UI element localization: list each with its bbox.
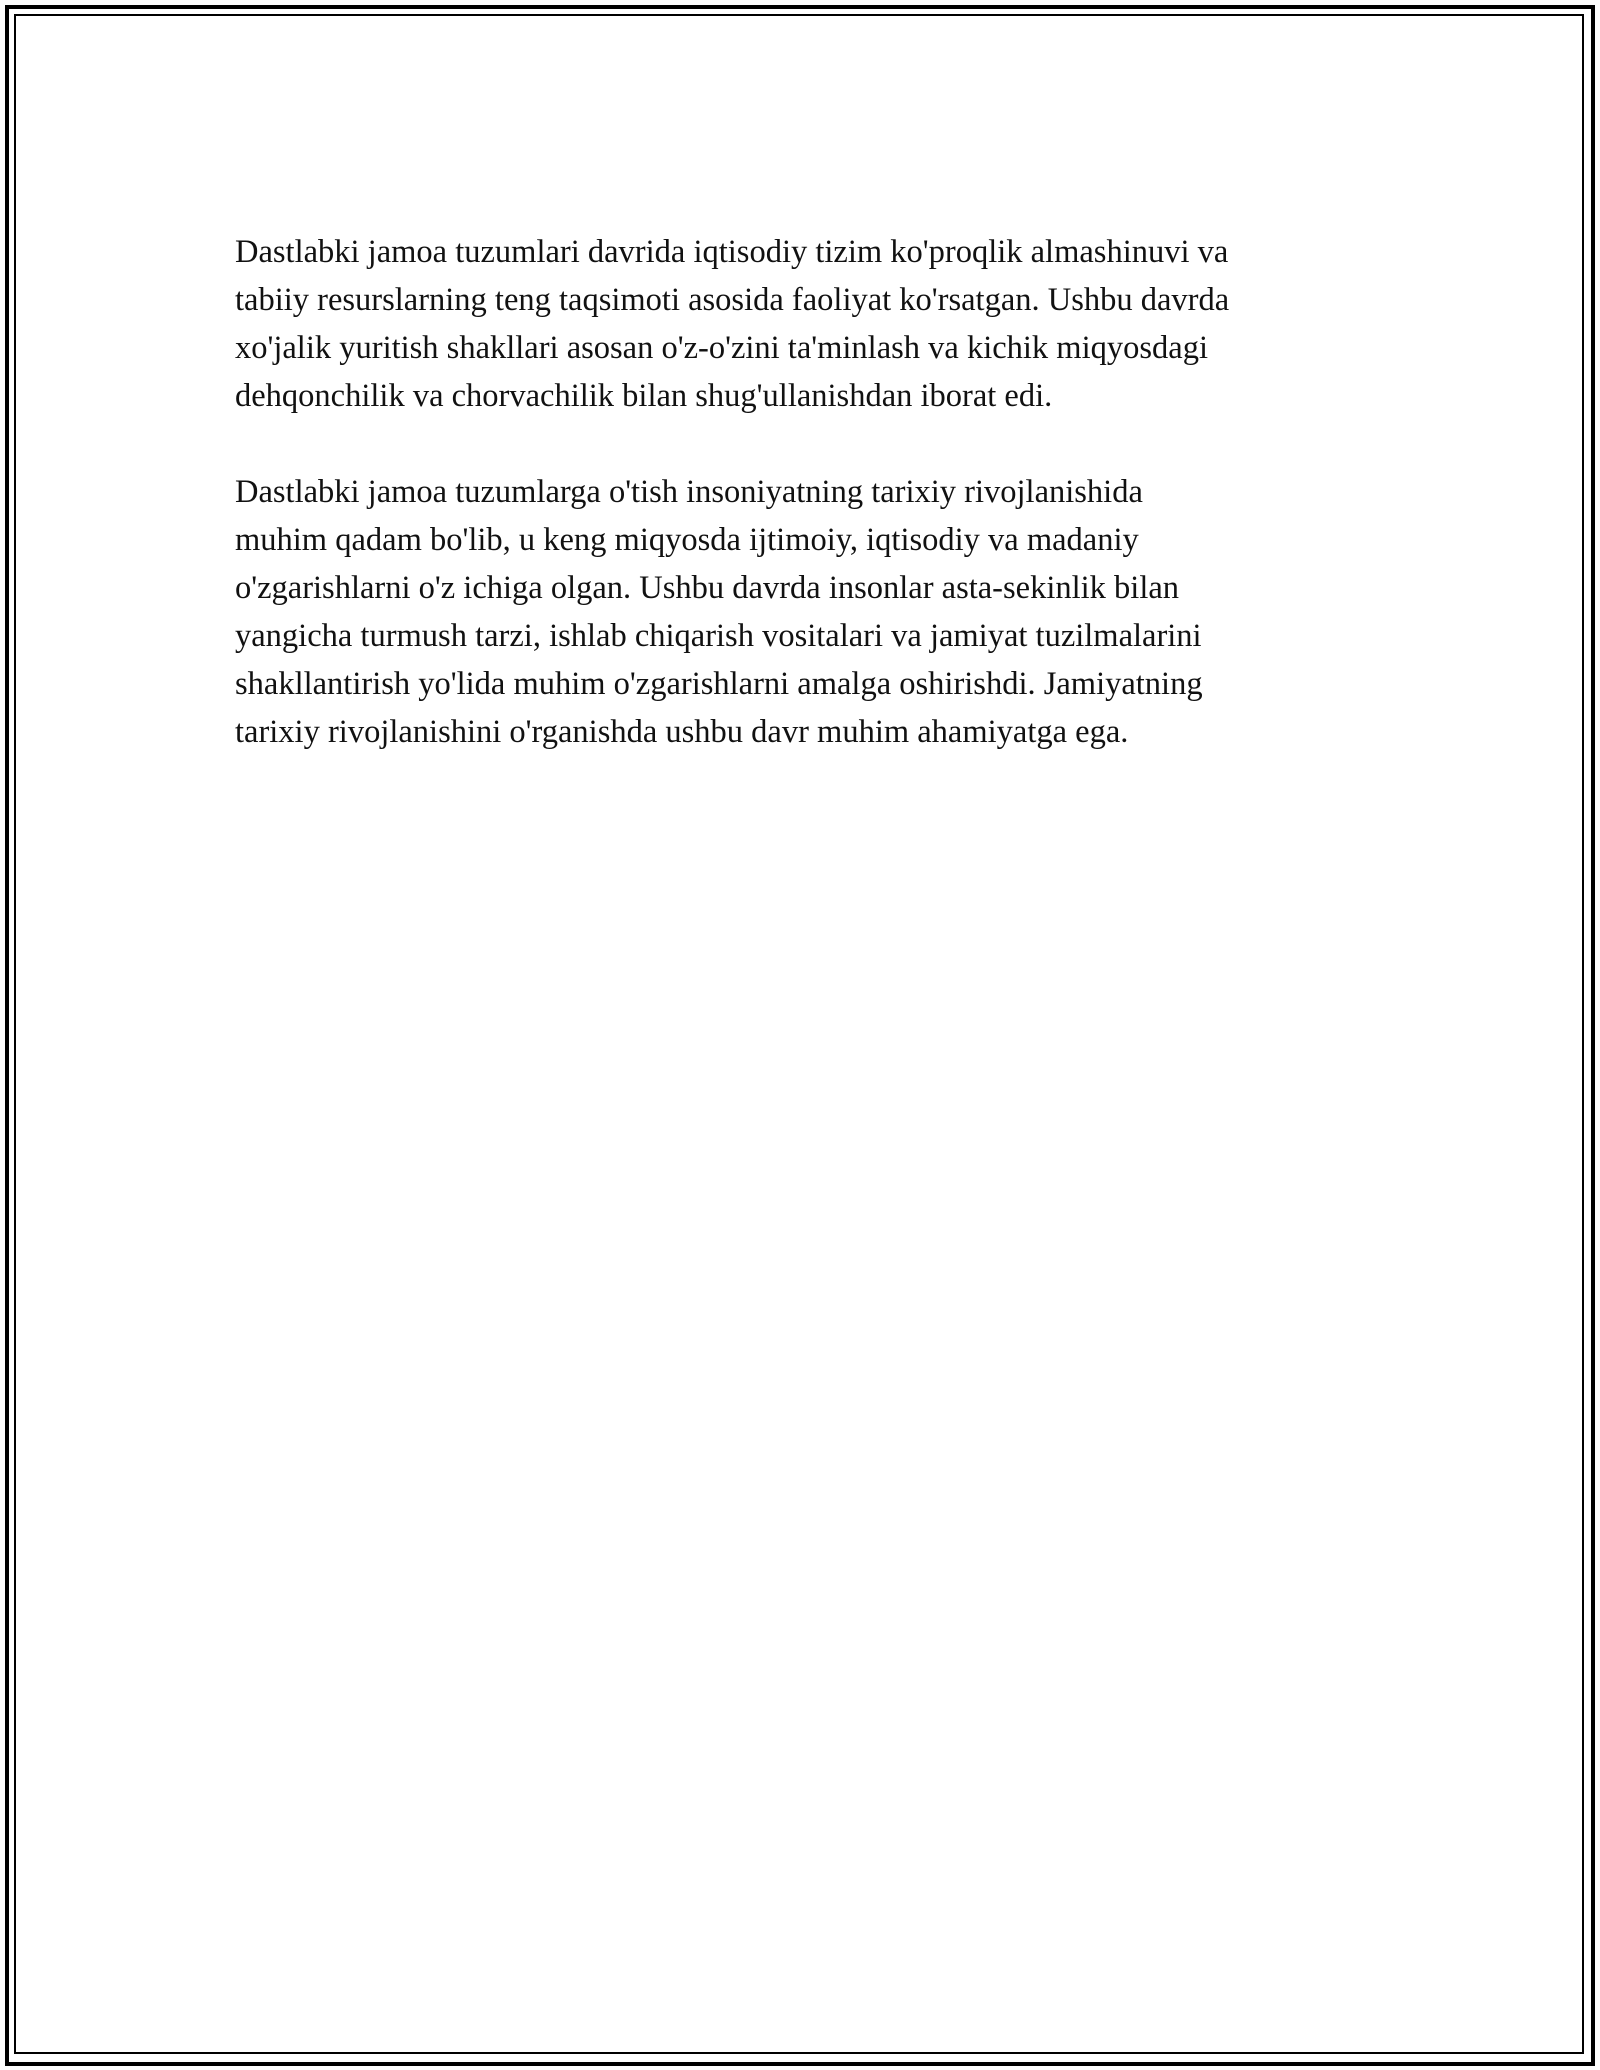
text-line: Dastlabki jamoa tuzumlarga o'tish insoniyatning tarixiy rivojlanishida <box>235 474 1143 510</box>
text-line: o'zgarishlarni o'z ichiga olgan. Ushbu davrda insonlar asta-sekinlik bilan <box>235 570 1180 606</box>
text-line: dehqonchilik va chorvachilik bilan shug'ullanishdan iborat edi. <box>235 378 1053 414</box>
text-line: xo'jalik yuritish shakllari asosan o'z-o'zini ta'minlash va kichik miqyosdagi <box>235 330 1208 366</box>
document-body <box>235 228 1365 756</box>
text-line: tabiiy resurslarning teng taqsimoti asosida faoliyat ko'rsatgan. Ushbu davrda <box>235 282 1230 318</box>
text-line: tarixiy rivojlanishini o'rganishda ushbu davr muhim ahamiyatga ega. <box>235 714 1129 750</box>
text-line: shakllantirish yo'lida muhim o'zgarishlarni amalga oshirishdi. Jamiyatning <box>235 666 1203 702</box>
text-line: yangicha turmush tarzi, ishlab chiqarish vositalari va jamiyat tuzilmalarini <box>235 618 1202 654</box>
paragraph-2 <box>235 468 1365 756</box>
text-line: muhim qadam bo'lib, u keng miqyosda ijtimoiy, iqtisodiy va madaniy <box>235 522 1139 558</box>
text-line: Dastlabki jamoa tuzumlari davrida iqtisodiy tizim ko'proqlik almashinuvi va <box>235 234 1229 270</box>
paragraph-1 <box>235 228 1365 420</box>
